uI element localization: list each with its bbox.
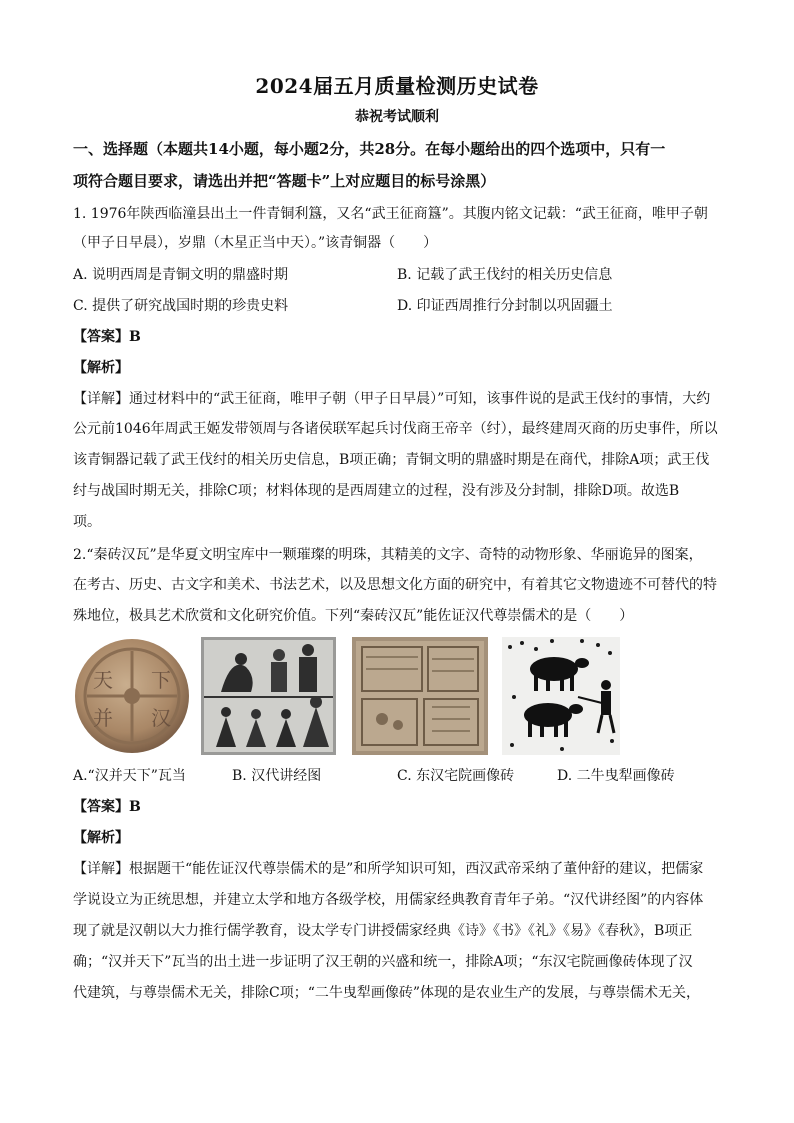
q1-analysis-label: 【解析】: [73, 360, 129, 376]
q1-detail-line-2: 公元前1046年周武王姬发带领周与各诸侯联军起兵讨伐商王帝辛（纣），最终建周灭商的历史事件，所以: [73, 421, 718, 437]
page-subtitle: 恭祝考试顺利: [355, 109, 439, 125]
q2-analysis-label: 【解析】: [73, 830, 129, 846]
lecture-relief-image: [201, 637, 336, 755]
q2-detail-line-1: 【详解】根据题干“能佐证汉代尊崇儒术的是”和所学知识可知，西汉武帝采纳了董仲舒的建议，把儒家: [73, 861, 704, 877]
q2-stem-line-3: 殊地位，极具艺术欣赏和文化研究价值。下列“秦砖汉瓦”能佐证汉代尊崇儒术的是（ ）: [73, 608, 634, 624]
q2-stem-line-1: 2.“秦砖汉瓦”是华夏文明宝库中一颗璀璨的明珠，其精美的文字、奇特的动物形象、华丽诡异的图案，: [73, 547, 703, 563]
q1-detail-line-3: 该青铜器记载了武王伐纣的相关历史信息，B项正确；青铜文明的鼎盛时期是在商代，排除A项；武王伐: [73, 452, 710, 468]
q1-stem-line-2: （甲子日早晨），岁鼎（木星正当中天）。”该青铜器（ ）: [73, 235, 438, 251]
q1-answer: 【答案】B: [73, 329, 141, 345]
tile-char-3: 并: [93, 706, 113, 730]
courtyard-brick-image: [352, 637, 488, 755]
q1-stem-line-1: 1. 1976年陕西临潼县出土一件青铜利簋，又名“武王征商簋”。其腹内铭文记载：“武王征商，唯甲子朝: [73, 206, 708, 222]
q1-detail-line-5: 项。: [73, 514, 101, 530]
q1-option-d: D. 印证西周推行分封制以巩固疆土: [397, 298, 613, 314]
q2-detail-line-5: 代建筑，与尊崇儒术无关，排除C项；“二牛曳犁画像砖”体现的是农业生产的发展，与尊崇儒术无关，: [73, 985, 701, 1001]
section-heading-line-2: 项符合题目要求，请选出并把“答题卡”上对应题目的标号涂黑）: [73, 172, 496, 190]
tile-char-2: 下: [151, 668, 171, 692]
page-title: 2024届五月质量检测历史试卷: [255, 74, 539, 98]
q2-caption-c: C. 东汉宅院画像砖: [397, 768, 515, 784]
tile-char-4: 汉: [151, 706, 171, 730]
q2-caption-b: B. 汉代讲经图: [232, 768, 322, 784]
q2-answer: 【答案】B: [73, 799, 141, 815]
q1-detail-line-1: 【详解】通过材料中的“武王征商，唯甲子朝（甲子日早晨）”可知，该事件说的是武王伐纣的事情，大约: [73, 391, 711, 407]
q1-detail-line-4: 纣与战国时期无关，排除C项；材料体现的是西周建立的过程，没有涉及分封制，排除D项。故选B: [73, 483, 680, 499]
q2-detail-line-2: 学说设立为正统思想，并建立太学和地方各级学校，用儒家经典教育青年子弟。“汉代讲经图”的内容体: [73, 892, 704, 908]
tile-char-1: 天: [93, 668, 113, 692]
q2-detail-line-4: 确；“汉并天下”瓦当的出土进一步证明了汉王朝的兴盛和统一，排除A项；“东汉宅院画像砖体现了汉: [73, 954, 693, 970]
section-heading-line-1: 一、选择题（本题共14小题，每小题2分，共28分。在每小题给出的四个选项中，只有一: [73, 140, 666, 158]
q1-option-a: A. 说明西周是青铜文明的鼎盛时期: [73, 267, 289, 283]
q2-stem-line-2: 在考古、历史、古文字和美术、书法艺术，以及思想文化方面的研究中，有着其它文物遗迹不可替代的特: [73, 577, 717, 593]
q1-option-c: C. 提供了研究战国时期的珍贵史料: [73, 298, 289, 314]
q1-option-b: B. 记载了武王伐纣的相关历史信息: [397, 267, 613, 283]
tile-end-image: [73, 637, 191, 755]
ox-plough-brick-image: [502, 637, 620, 755]
q2-caption-a: A.“汉并天下”瓦当: [73, 768, 186, 784]
q2-caption-d: D. 二牛曳犁画像砖: [557, 768, 675, 784]
q2-detail-line-3: 现了就是汉朝以大力推行儒学教育，设太学专门讲授儒家经典《诗》《书》《礼》《易》《春秋》，B项正: [73, 923, 693, 939]
